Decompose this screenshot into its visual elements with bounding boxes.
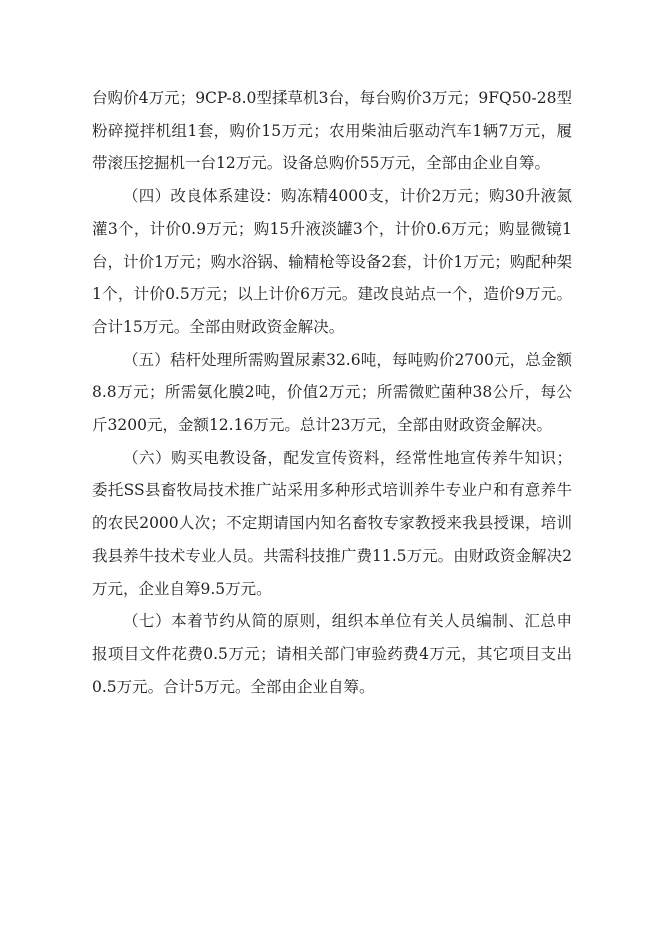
- paragraph-breeding-system: （四）改良体系建设：购冻精4000支，计价2万元；购30升液氮灌3个，计价0.9万元；购15升液淡罐3个，计价0.6万元；购显微镜1台，计价1万元；购水浴锅、输精枪等设备2套，计价1万元；购配种架1个，计价0.5万元；以上计价6万元。建改良站点一个，造价9万元。合计15万元。全部由财政资金解决。: [92, 187, 572, 336]
- paragraph-straw-processing: （五）秸杆处理所需购置尿素32.6吨，每吨购价2700元，总金额8.8万元；所需氨化膜2吨，价值2万元；所需微贮菌种38公斤，每公斤3200元，金额12.16万元。总计23万元，全部由财政资金解决。: [92, 350, 572, 435]
- document-body: [92, 82, 572, 703]
- paragraph-project-expenses: （七）本着节约从简的原则，组织本单位有关人员编制、汇总申报项目文件花费0.5万元；请相关部门审验药费4万元，其它项目支出0.5万元。合计5万元。全部由企业自筹。: [92, 612, 572, 696]
- paragraph-equipment-continued: 台购价4万元；9CP-8.0型揉草机3台，每台购价3万元；9FQ50-28型粉碎搅拌机组1套，购价15万元；农用柴油后驱动汽车1辆7万元，履带滚压挖掘机一台12万元。设备总购价55万元，全部由企业自筹。: [92, 89, 572, 173]
- paragraph-education-training: （六）购买电教设备，配发宣传资料，经常性地宣传养牛知识；委托SS县畜牧局技术推广站采用多种形式培训养牛专业户和有意养牛的农民2000人次；不定期请国内知名畜牧专家教授来我县授课，培训我县养牛技术专业人员。共需科技推广费11.5万元。由财政资金解决2万元，企业自筹9.5万元。: [92, 448, 572, 598]
